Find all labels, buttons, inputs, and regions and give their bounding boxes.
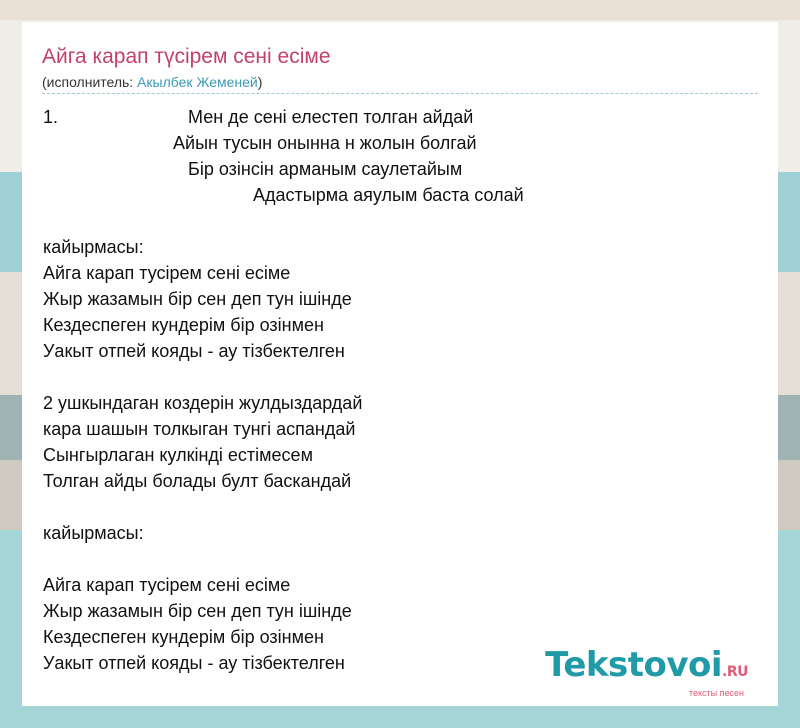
logo-name: Tekstovoi [545,645,723,685]
logo-tld: .RU [722,664,748,680]
lyric-line: кара шашын толкыган тунгі аспандай [43,419,356,439]
lyric-line [43,494,763,520]
lyric-line: Жыр жазамын бір сен деп тун ішінде [43,601,352,621]
logo-wordmark [545,647,748,690]
lyric-line: Уакыт отпей кояды - ау тізбектелген [43,341,345,361]
lyric-line [43,546,763,572]
artist-link[interactable]: Акылбек Жеменей [137,74,258,90]
site-logo[interactable] [545,647,748,698]
lyric-line: Айга карап тусірем сені есіме [43,263,291,283]
song-title: Айга карап түсірем сені есіме [42,45,331,68]
lyrics-card [22,22,778,706]
title-divider [42,93,758,94]
lyric-line: кайырмасы: [43,237,144,257]
lyric-line: 1. Мен де сені елестеп толган айдай [43,107,474,127]
lyrics-text [43,104,763,676]
lyric-line: Сынгырлаган кулкінді естімесем [43,445,313,465]
lyric-line: Айын тусын онынна н жолын болгай [43,133,477,153]
lyric-line: Адастырма аяулым баста солай [43,185,524,205]
lyric-line: кайырмасы: [43,523,144,543]
logo-tagline: тексты песен [688,688,744,698]
lyric-line: Кездеспеген кундерім бір озінмен [43,315,324,335]
lyric-line: Бір озінсін арманым саулетайым [43,159,463,179]
lyric-line [43,364,763,390]
lyric-line: Уакыт отпей кояды - ау тізбектелген [43,653,345,673]
artist-prefix: (исполнитель: [42,74,138,90]
artist-suffix: ) [257,74,263,90]
lyric-line: Толган айды болады булт баскандай [43,471,352,491]
lyric-line: Кездеспеген кундерім бір озінмен [43,627,324,647]
lyric-line: Жыр жазамын бір сен деп тун ішінде [43,289,352,309]
lyric-line [43,208,763,234]
lyric-line: Айга карап тусірем сені есіме [43,575,291,595]
artist-line [42,73,262,91]
lyric-line: 2 ушкындаган коздерін жулдыздардай [43,393,363,413]
